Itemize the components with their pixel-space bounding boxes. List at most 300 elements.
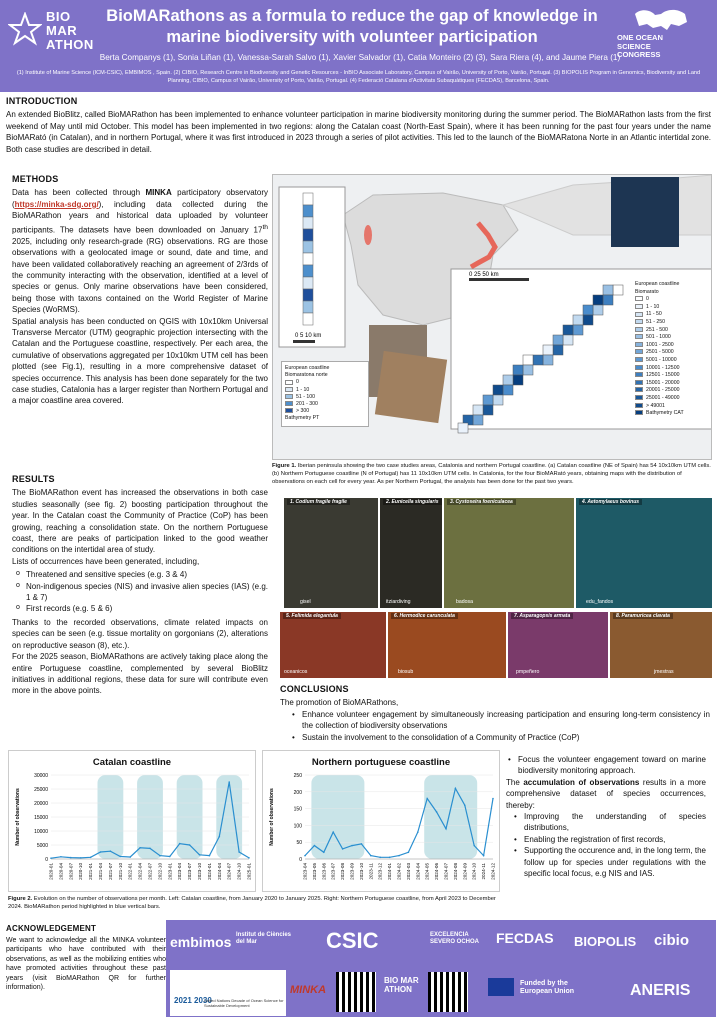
severo-ochoa-logo: EXCELENCIA SEVERO OCHOA xyxy=(430,932,480,945)
x-tick-label: 2024-01 xyxy=(387,863,393,880)
legend-swatch xyxy=(635,365,643,370)
legend-item xyxy=(285,401,365,408)
legend-swatch xyxy=(285,394,293,399)
grid-cell xyxy=(493,385,503,395)
photo-credit: jmestras xyxy=(654,669,674,675)
species-photo-1 xyxy=(284,498,378,608)
data-point xyxy=(209,855,211,857)
legend-item xyxy=(635,372,707,380)
legend-swatch xyxy=(285,408,293,413)
legend-item xyxy=(285,408,365,415)
legend-label: Bathymetry PT xyxy=(285,415,320,422)
legend-swatch xyxy=(635,380,643,385)
data-point xyxy=(248,857,250,859)
species-photo-8 xyxy=(610,612,712,678)
x-tick-label: 2023-12 xyxy=(377,863,383,880)
results-section xyxy=(12,474,268,697)
occurrence-list xyxy=(12,569,268,615)
minka-name: MINKA xyxy=(145,188,172,198)
chart-title: Northern portuguese coastline xyxy=(311,757,451,768)
qr-code[interactable] xyxy=(336,972,376,1012)
x-tick-label: 2023-01 xyxy=(167,863,173,880)
legend-label: > 49001 xyxy=(646,402,665,409)
species-label: 1. Codium fragile fragile xyxy=(287,499,350,505)
grid-cell xyxy=(583,305,593,315)
fig1-text: Iberian peninsula showing the two case studies areas, Catalonia and northern Portugal coastline. (a) Catalan coastline (NE of Spain) has 54 10x10km UTM cells. (b) Northern Portuguese coastline (N of Portugal) has 11 10x10km UTM cells. In Catalonia, for the four BioMARató years, obtaining maps with the distribution of observations on each cell for every year. As per Northern Portugal, the analysis has been done for the past two years. xyxy=(272,463,711,485)
data-point xyxy=(332,831,334,833)
grid-cell xyxy=(493,395,503,405)
legend-label: 25001 - 49000 xyxy=(646,394,680,401)
un-decade-logo xyxy=(170,970,286,1016)
legend-swatch xyxy=(635,296,643,301)
conclusions-list xyxy=(280,709,710,743)
un-years: 2021 2030 xyxy=(174,996,212,1005)
legend-swatch xyxy=(635,349,643,354)
photo-credit: badosa xyxy=(456,599,474,605)
grid-cell xyxy=(303,193,313,205)
x-tick-label: 2024-01 xyxy=(206,863,212,880)
legend-label: > 300 xyxy=(296,408,310,415)
x-tick-label: 2021-04 xyxy=(98,863,103,880)
grid-cell xyxy=(533,355,543,365)
legend-swatch xyxy=(635,312,643,317)
legend-label: 251 - 500 xyxy=(646,326,668,333)
data-point xyxy=(159,855,161,857)
data-point xyxy=(436,811,438,813)
un-text: United Nations Decade of Ocean Science for Sustainable Development xyxy=(204,998,284,1008)
methods-heading: METHODS xyxy=(12,174,59,184)
aneris-logo: ANERIS xyxy=(630,982,691,999)
x-tick-label: 2023-04 xyxy=(302,863,308,880)
x-tick-label: 2023-05 xyxy=(311,863,317,880)
y-tick-label: 100 xyxy=(293,823,302,830)
legend-item xyxy=(635,380,707,388)
legend-item xyxy=(635,365,707,373)
list-item: • Enhance volunteer engagement by simultaneously increasing participation and ensuring long-term consistency in the collection of biodiversity observations xyxy=(290,709,710,732)
legend-item xyxy=(285,379,365,386)
legend-label: Bathymetry CAT xyxy=(646,410,684,417)
methods-text-a: Data has been collected through xyxy=(12,188,146,198)
data-point xyxy=(445,828,447,830)
photo-credit: gisel xyxy=(300,599,311,605)
legend-item xyxy=(285,365,365,372)
legend-swatch xyxy=(635,342,643,347)
results-paragraph-4: For the 2025 season, BioMARathons are actively taking place along the entire Portuguese coastline, complemented by several BioBlitz initiatives in additional regions, these data for sure will contribute even more in the above points. xyxy=(12,652,268,696)
accumulation-text xyxy=(506,777,706,811)
data-point xyxy=(90,857,92,859)
x-tick-label: 2022-01 xyxy=(127,863,133,880)
poster-header xyxy=(0,0,717,92)
data-point xyxy=(179,843,181,845)
species-photo-4 xyxy=(576,498,712,608)
scale-large-label: 0 25 50 km xyxy=(469,272,499,278)
grid-cell xyxy=(583,315,593,325)
biomarathon-small-logo: BIO MAR ATHON xyxy=(384,976,419,994)
grid-cell xyxy=(553,345,563,355)
list-item: • Supporting the occurence and, in the long term, the follow up for species under regulations with the specific local focus, e.g NIS and IAS. xyxy=(512,845,706,879)
x-tick-label: 2024-03 xyxy=(405,863,411,880)
grid-cell xyxy=(553,335,563,345)
legend-label: 15001 - 20000 xyxy=(646,379,680,386)
csic-logo: CSIC xyxy=(326,928,379,953)
authors: Berta Companys (1), Sonia Liñan (1), Vanessa-Sarah Salvo (1), Xavier Salvador (1), Catia Monteiro (2) (3), Sara Riera (4), and Jaume Piera (1) xyxy=(99,53,621,62)
x-tick-label: 2023-10 xyxy=(197,863,202,880)
grid-cell xyxy=(543,345,553,355)
legend-item xyxy=(635,410,707,418)
ack-heading: ACKNOWLEDGEMENT xyxy=(6,924,97,933)
y-tick-label: 150 xyxy=(293,806,302,813)
data-point xyxy=(408,851,410,853)
data-point xyxy=(199,854,201,856)
legend-label: Biomarato xyxy=(635,288,659,295)
ack-text: We want to acknowledge all the MINKA volunteer participants who have contributed with their observations, as well as the mobilizing entities who have promoted activities throughout these past years (visit BioMARathon QR for further information). xyxy=(6,936,166,991)
data-point xyxy=(342,848,344,850)
legend-item xyxy=(635,387,707,395)
congress-line-2: SCIENCE xyxy=(617,41,651,51)
eu-logo: Funded by the European Union xyxy=(520,980,575,995)
legend-portugal xyxy=(281,361,369,427)
list-item: o Non-indigenous species (NIS) and invasive alien species (IAS) (e.g. 1 & 7) xyxy=(12,581,268,604)
photo-credit: itziardiving xyxy=(386,599,411,605)
data-point xyxy=(314,845,316,847)
species-label: 2. Eunicella singularis xyxy=(383,499,442,505)
season-highlight xyxy=(424,775,477,859)
conclusions-intro: The promotion of BioMARathons, xyxy=(280,698,399,708)
legend-item xyxy=(285,372,365,379)
data-point xyxy=(129,856,131,858)
legend-swatch xyxy=(635,395,643,400)
results-paragraph-3: Thanks to the recorded observations, climate related impacts on species can be seen (e.g. tissue mortality on gorgonians (2), alterations on reproductive season (8), etc.). xyxy=(12,617,268,650)
chart-title: Catalan coastline xyxy=(92,757,172,768)
cibio-logo: cibio xyxy=(654,932,690,949)
data-point xyxy=(455,788,457,790)
phone-photo xyxy=(375,351,447,423)
grid-cell xyxy=(483,395,493,405)
biomarathon-logo xyxy=(8,8,94,54)
grid-cell xyxy=(563,335,573,345)
legend-item xyxy=(635,357,707,365)
x-tick-label: 2021-01 xyxy=(88,863,94,880)
y-tick-label: 5000 xyxy=(36,843,48,849)
grid-cell xyxy=(458,423,468,433)
legend-item xyxy=(635,403,707,411)
y-axis-label: Number of observations xyxy=(15,788,21,846)
portugal-chart xyxy=(262,750,500,892)
legend-label: 501 - 1000 xyxy=(646,334,671,341)
data-point xyxy=(370,855,372,857)
x-tick-label: 2024-10 xyxy=(471,863,477,880)
date-suffix: th xyxy=(262,223,268,231)
results-paragraph-1: The BioMARathon event has increased the observations in both case studies seasonally (see fig. 2) boosting participation throughout the year. In the Catalan coast the Community of Practice (CoP) has been growing, reaching a consolidation state. On the northern Portuguese coast, there are peaks of participation linked to the good weather conditions on the intertidal area of study. xyxy=(12,488,268,555)
data-point xyxy=(60,856,62,858)
species-label: 5. Felimida elegantula xyxy=(283,613,341,619)
data-point xyxy=(189,844,191,846)
y-tick-label: 25000 xyxy=(34,787,48,793)
minka-logo: MINKA xyxy=(290,984,327,996)
legend-label: European coastline xyxy=(285,365,330,371)
species-photo-5 xyxy=(280,612,386,678)
grid-cell xyxy=(473,405,483,415)
legend-item xyxy=(635,334,707,342)
grid-cell xyxy=(503,375,513,385)
grid-cell xyxy=(303,229,313,241)
species-label: 7. Asparagopsis armata xyxy=(511,613,573,619)
legend-swatch xyxy=(635,319,643,324)
x-tick-label: 2024-04 xyxy=(415,863,421,880)
eu-flag-icon xyxy=(488,978,514,996)
data-point xyxy=(50,857,52,859)
legend-swatch xyxy=(635,387,643,392)
legend-label: European coastline xyxy=(635,281,680,287)
pt-grid-cells xyxy=(303,193,313,325)
legend-item xyxy=(635,289,707,297)
legend-item xyxy=(635,395,707,403)
x-tick-label: 2022-07 xyxy=(147,863,153,880)
x-tick-label: 2020-04 xyxy=(58,863,64,880)
legend-swatch xyxy=(285,401,293,406)
introduction-section xyxy=(6,96,711,155)
data-point xyxy=(351,845,353,847)
congress-line-1: ONE OCEAN xyxy=(617,33,663,42)
grid-cell xyxy=(523,365,533,375)
grid-cell xyxy=(523,355,533,365)
grid-cell xyxy=(303,313,313,325)
data-point xyxy=(464,804,466,806)
grid-cell xyxy=(593,305,603,315)
legend-item xyxy=(635,296,707,304)
benefits-list xyxy=(506,811,706,879)
legend-label: 2501 - 5000 xyxy=(646,349,674,356)
grid-cell xyxy=(603,285,613,295)
legend-label: 20001 - 25000 xyxy=(646,387,680,394)
data-point xyxy=(110,850,112,852)
diver-photo xyxy=(611,177,679,247)
data-point xyxy=(379,857,381,859)
data-point xyxy=(238,851,240,853)
grid-cell xyxy=(613,285,623,295)
legend-item xyxy=(635,311,707,319)
species-label: 3. Cystoseira foeniculacea xyxy=(447,499,516,505)
legend-label: 0 xyxy=(296,379,299,386)
methods-text-d: 2025, including only research-grade (RG) observations. RG are those observations with a geolocated image or sound, date and time, and have been validated collaboratively reaching an agreement of 2/3rds of the community interacting with the observation, identified at a level of species or genus. Only marine observations have been considered, being those with taxons contained on the World Register of Marine Species (WoRMS). xyxy=(12,236,268,315)
legend-swatch xyxy=(635,334,643,339)
legend-swatch xyxy=(635,372,643,377)
data-point xyxy=(219,836,221,838)
conclusions-list-2 xyxy=(506,754,706,777)
x-tick-label: 2022-10 xyxy=(157,863,163,880)
legend-item xyxy=(285,394,365,401)
x-tick-label: 2023-07 xyxy=(187,863,193,880)
x-tick-label: 2021-10 xyxy=(117,863,123,880)
legend-swatch xyxy=(635,357,643,362)
x-tick-label: 2024-12 xyxy=(490,863,496,880)
starfish-icon xyxy=(8,12,42,46)
legend-item xyxy=(635,281,707,289)
legend-label: 51 - 100 xyxy=(296,393,316,400)
x-tick-label: 2024-10 xyxy=(236,863,242,880)
introduction-heading: INTRODUCTION xyxy=(6,96,78,106)
embimos-logo: embimos xyxy=(170,934,232,950)
data-point xyxy=(398,855,400,857)
grid-cell xyxy=(573,325,583,335)
photo-credit: biosub xyxy=(398,669,414,675)
data-point xyxy=(304,855,306,857)
methods-paragraph-2: Spatial analysis has been conducted on QGIS with 10x10km Universal Transverse Mercator (UTM) geographic projection intersecting with the Catalan and the Portuguese coastline, respectively. Per each area, the cumulative of observations aggregated per 10x10km UTM cell has been plotted (see Fig.1), resulting in a more comprehensive dataset of species occurrence. This analysis has been done separately for the two case studies, Catalonia has a larger register than Northern Portugal and a major coastline area covered. xyxy=(12,316,268,406)
data-point xyxy=(120,856,122,858)
y-tick-label: 200 xyxy=(293,789,302,796)
species-photo-2 xyxy=(380,498,442,608)
data-point xyxy=(139,847,141,849)
legend-label: 0 xyxy=(646,296,649,303)
grid-cell xyxy=(303,265,313,277)
legend-label: 201 - 300 xyxy=(296,401,318,408)
y-tick-label: 0 xyxy=(299,857,302,863)
x-tick-label: 2023-10 xyxy=(358,863,364,880)
x-tick-label: 2024-04 xyxy=(216,863,222,880)
legend-label: 11 - 50 xyxy=(646,311,662,318)
affiliations: (1) Institute of Marine Science (ICM-CSIC), EMBIMOS , Spain. (2) CIBIO, Research Centre in Biodiversity and Genetic Resources - InBIO Associate Laboratory, Campus of Vairão, University of Porto, Vairão, Portugal. (3) BIOPOLIS Program in Genomics, Biodiversity and Land Planning, CIBIO, Campus of Vairão, University of Porto, Vairão, Portugal. (4) Federació Catalana d'Activitats Subaquàtiques (FECDAS), Barcelona, Spain. xyxy=(16,70,701,84)
legend-label: 5001 - 10000 xyxy=(646,356,677,363)
grid-cell xyxy=(303,217,313,229)
methods-paragraph-1 xyxy=(12,187,268,315)
legend-swatch xyxy=(285,380,293,385)
grid-cell xyxy=(603,295,613,305)
scale-small-label: 0 5 10 km xyxy=(295,333,322,339)
logo-line-2: MAR xyxy=(46,23,78,38)
x-tick-label: 2024-07 xyxy=(443,863,449,880)
figure-2-caption xyxy=(8,895,508,911)
fig2-text: Evolution on the number of observations per month. Left: Catalan coastline, from January 2020 to January 2025. Right: Northern Portuguese coastline, from April 2023 to December 2024. BioMARathon period highlighted in blue vertical bars. xyxy=(8,896,496,910)
fig2-label: Figure 2. xyxy=(8,896,33,902)
species-label: 6. Hermodice carunculata xyxy=(391,613,458,619)
x-tick-label: 2024-08 xyxy=(452,863,458,880)
congress-line-3: CONGRESS xyxy=(617,50,661,59)
y-tick-label: 10000 xyxy=(34,829,48,835)
data-point xyxy=(323,851,325,853)
methods-text-c: ), including data collected during the BioMARathon years and historical data uploaded by volunteer participants. The datasets have been downloaded on January 17 xyxy=(12,199,268,235)
x-tick-label: 2022-04 xyxy=(137,863,143,880)
list-item: o First records (e.g. 5 & 6) xyxy=(12,603,268,614)
portugal-chart-svg xyxy=(263,751,499,891)
grid-cell xyxy=(303,289,313,301)
grid-cell xyxy=(573,315,583,325)
legend-item xyxy=(635,327,707,335)
scale-bar-large xyxy=(469,278,529,281)
legend-label: 12501 - 15000 xyxy=(646,372,680,379)
acc-post: results in a more comprehensive dataset of species occurrences, thereby: xyxy=(506,777,707,810)
x-tick-label: 2024-02 xyxy=(396,863,402,880)
list-item: o Threatened and sensitive species (e.g. 3 & 4) xyxy=(12,569,268,580)
x-tick-label: 2023-04 xyxy=(177,863,183,880)
legend-label: 1 - 10 xyxy=(296,386,310,393)
legend-label: Biomaratona norte xyxy=(285,372,328,379)
y-tick-label: 15000 xyxy=(34,815,48,821)
results-heading: RESULTS xyxy=(12,474,55,484)
legend-item xyxy=(635,304,707,312)
data-point xyxy=(417,831,419,833)
methods-text-b: participatory observatory ( xyxy=(12,188,268,209)
legend-swatch xyxy=(635,403,643,408)
methods-section xyxy=(12,174,268,407)
x-tick-label: 2024-07 xyxy=(226,863,232,880)
grid-cell xyxy=(303,241,313,253)
grid-cell xyxy=(303,301,313,313)
species-label: 4. Aetomylaeus bovinus xyxy=(579,499,642,505)
x-tick-label: 2024-09 xyxy=(462,863,468,880)
grid-cell xyxy=(543,355,553,365)
legend-item xyxy=(635,319,707,327)
data-point xyxy=(361,843,363,845)
data-point xyxy=(473,845,475,847)
x-tick-label: 2025-01 xyxy=(246,863,252,880)
x-tick-label: 2023-07 xyxy=(330,863,336,880)
list-item: • Focus the volunteer engagement toward on marine biodiversity monitoring approach. xyxy=(506,754,706,777)
legend-item xyxy=(635,349,707,357)
season-highlight xyxy=(311,775,364,859)
x-tick-label: 2023-09 xyxy=(349,863,355,880)
grid-cell xyxy=(593,295,603,305)
grid-cell xyxy=(483,405,493,415)
x-tick-label: 2024-05 xyxy=(424,863,430,880)
x-tick-label: 2023-06 xyxy=(321,863,327,880)
x-tick-label: 2023-08 xyxy=(340,863,346,880)
y-tick-label: 50 xyxy=(296,840,302,847)
legend-label: 1001 - 2500 xyxy=(646,341,674,348)
conclusions-heading: CONCLUSIONS xyxy=(280,684,349,694)
x-tick-label: 2021-07 xyxy=(107,863,113,880)
x-tick-label: 2024-06 xyxy=(434,863,440,880)
acc-pre: The xyxy=(506,777,524,787)
qr-code[interactable] xyxy=(428,972,468,1012)
y-tick-label: 250 xyxy=(293,773,302,779)
legend-item xyxy=(285,415,365,422)
grid-cell xyxy=(473,415,483,425)
biopolis-logo: BIOPOLIS xyxy=(574,934,637,949)
list-item: • Improving the understanding of species distributions, xyxy=(512,811,706,834)
poster-title: BioMARathons as a formula to reduce the gap of knowledge in marine biodiversity with volunteer participation xyxy=(106,7,598,46)
photo-credit: oceanicos xyxy=(284,669,308,675)
species-photo-3 xyxy=(444,498,574,608)
legend-item xyxy=(285,387,365,394)
y-tick-label: 0 xyxy=(45,857,48,863)
data-point xyxy=(228,781,230,783)
data-point xyxy=(169,856,171,858)
legend-label: 10001 - 12500 xyxy=(646,364,680,371)
data-point xyxy=(483,855,485,857)
legend-swatch xyxy=(635,410,643,415)
species-photo-7 xyxy=(508,612,608,678)
data-point xyxy=(149,848,151,850)
grid-cell xyxy=(303,277,313,289)
data-point xyxy=(100,851,102,853)
grid-cell xyxy=(503,385,513,395)
grid-cell xyxy=(563,325,573,335)
legend-label: 51 - 250 xyxy=(646,318,666,325)
icm-logo: Institut de Ciències del Mar xyxy=(236,932,292,945)
introduction-text: An extended BioBlitz, called BioMARathon has been implemented to enhance volunteer participation in marine biodiversity monitoring during the summer period. The BioMARathon lasts from the first weekend of May until mid October. This model has been implemented in two regions: along the Catalan coast (North-East Spain), where it has been running for the past four years under the name BioMARató (in Catalan), and in northern Portugal, where it was first introduced in 2023 through a series of pilot activities. This led to the launch of the BioMARatona Norte in an Atlantic intertidal zone. Both case studies are described in detail. xyxy=(6,110,711,154)
logo-bar xyxy=(166,920,716,1017)
data-point xyxy=(70,857,72,859)
legend-swatch xyxy=(285,387,293,392)
grid-cell xyxy=(513,375,523,385)
x-tick-label: 2023-11 xyxy=(368,863,374,880)
minka-link[interactable]: https://minka-sdg.org/ xyxy=(14,199,99,209)
x-tick-label: 2020-01 xyxy=(48,863,54,880)
data-point xyxy=(492,798,494,800)
one-ocean-congress-logo xyxy=(617,6,709,62)
grid-cell xyxy=(513,365,523,375)
scale-bar-small xyxy=(293,340,315,343)
